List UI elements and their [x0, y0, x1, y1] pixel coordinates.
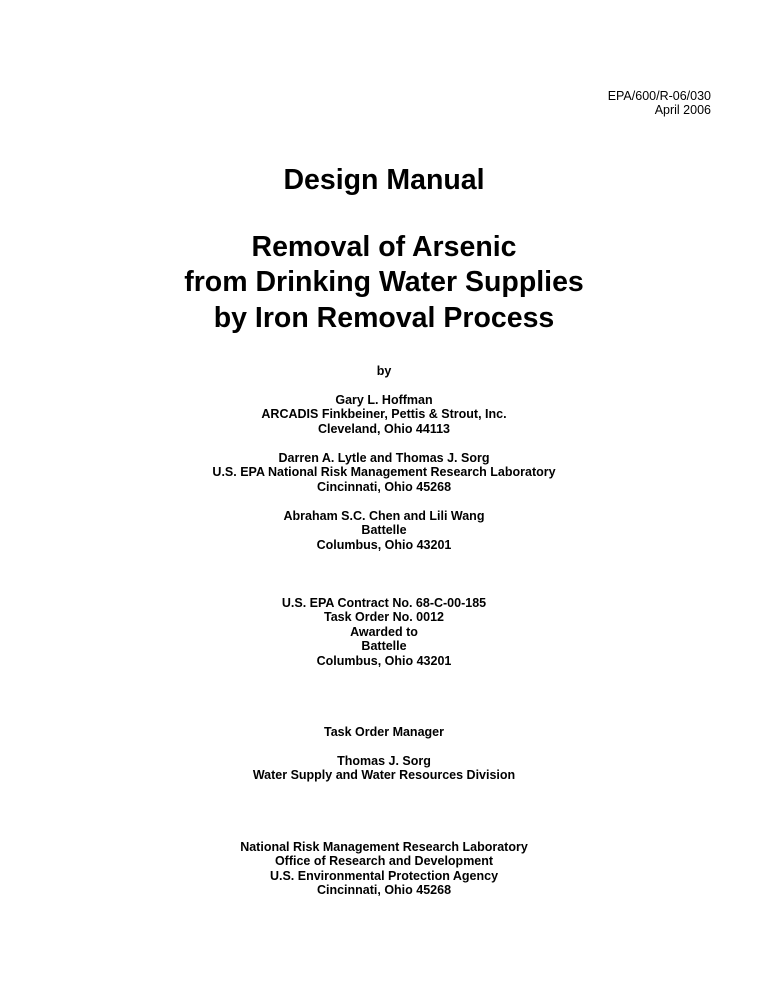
awardee: Battelle [361, 639, 407, 654]
report-identifier [608, 89, 711, 118]
author-names: Darren A. Lytle and Thomas J. Sorg [278, 451, 490, 465]
author-block-1 [0, 393, 768, 436]
title-line-1: Removal of Arsenic [251, 231, 517, 263]
contract-block [0, 596, 768, 668]
task-order-manager-label-block [0, 725, 768, 739]
author-organization: U.S. EPA National Risk Management Research Laboratory [212, 465, 556, 480]
report-number: EPA/600/R-06/030 [607, 89, 711, 103]
author-location: Columbus, Ohio 43201 [316, 537, 452, 552]
agency-name: U.S. Environmental Protection Agency [269, 868, 499, 883]
awardee-location: Columbus, Ohio 43201 [316, 653, 452, 668]
report-date: April 2006 [654, 103, 711, 118]
author-block-2 [0, 451, 768, 494]
title-line-3: by Iron Removal Process [213, 301, 555, 334]
issuing-organization-block [0, 840, 768, 898]
task-order-manager-block [0, 754, 768, 783]
author-block-3 [0, 509, 768, 552]
by-text: by [376, 364, 392, 378]
author-names: Abraham S.C. Chen and Lili Wang [283, 509, 485, 523]
office-name: Office of Research and Development [274, 854, 494, 869]
author-organization: Battelle [361, 523, 407, 538]
contract-number: U.S. EPA Contract No. 68-C-00-185 [281, 596, 487, 610]
document-type-heading: Design Manual [283, 164, 485, 196]
author-location: Cincinnati, Ohio 45268 [316, 479, 452, 494]
title-line-2: from Drinking Water Supplies [184, 266, 584, 299]
task-order-number: Task Order No. 0012 [324, 610, 444, 625]
by-label [0, 364, 768, 378]
author-organization: ARCADIS Finkbeiner, Pettis & Strout, Inc. [261, 407, 507, 422]
manager-division: Water Supply and Water Resources Division [252, 768, 516, 783]
task-order-manager-label: Task Order Manager [324, 725, 444, 739]
awarded-to-label: Awarded to [350, 624, 418, 639]
author-names: Gary L. Hoffman [335, 393, 433, 407]
laboratory-name: National Risk Management Research Laboratory [240, 840, 528, 854]
manager-name: Thomas J. Sorg [337, 754, 431, 768]
agency-location: Cincinnati, Ohio 45268 [316, 883, 452, 898]
document-title [0, 230, 768, 336]
author-location: Cleveland, Ohio 44113 [317, 421, 450, 436]
